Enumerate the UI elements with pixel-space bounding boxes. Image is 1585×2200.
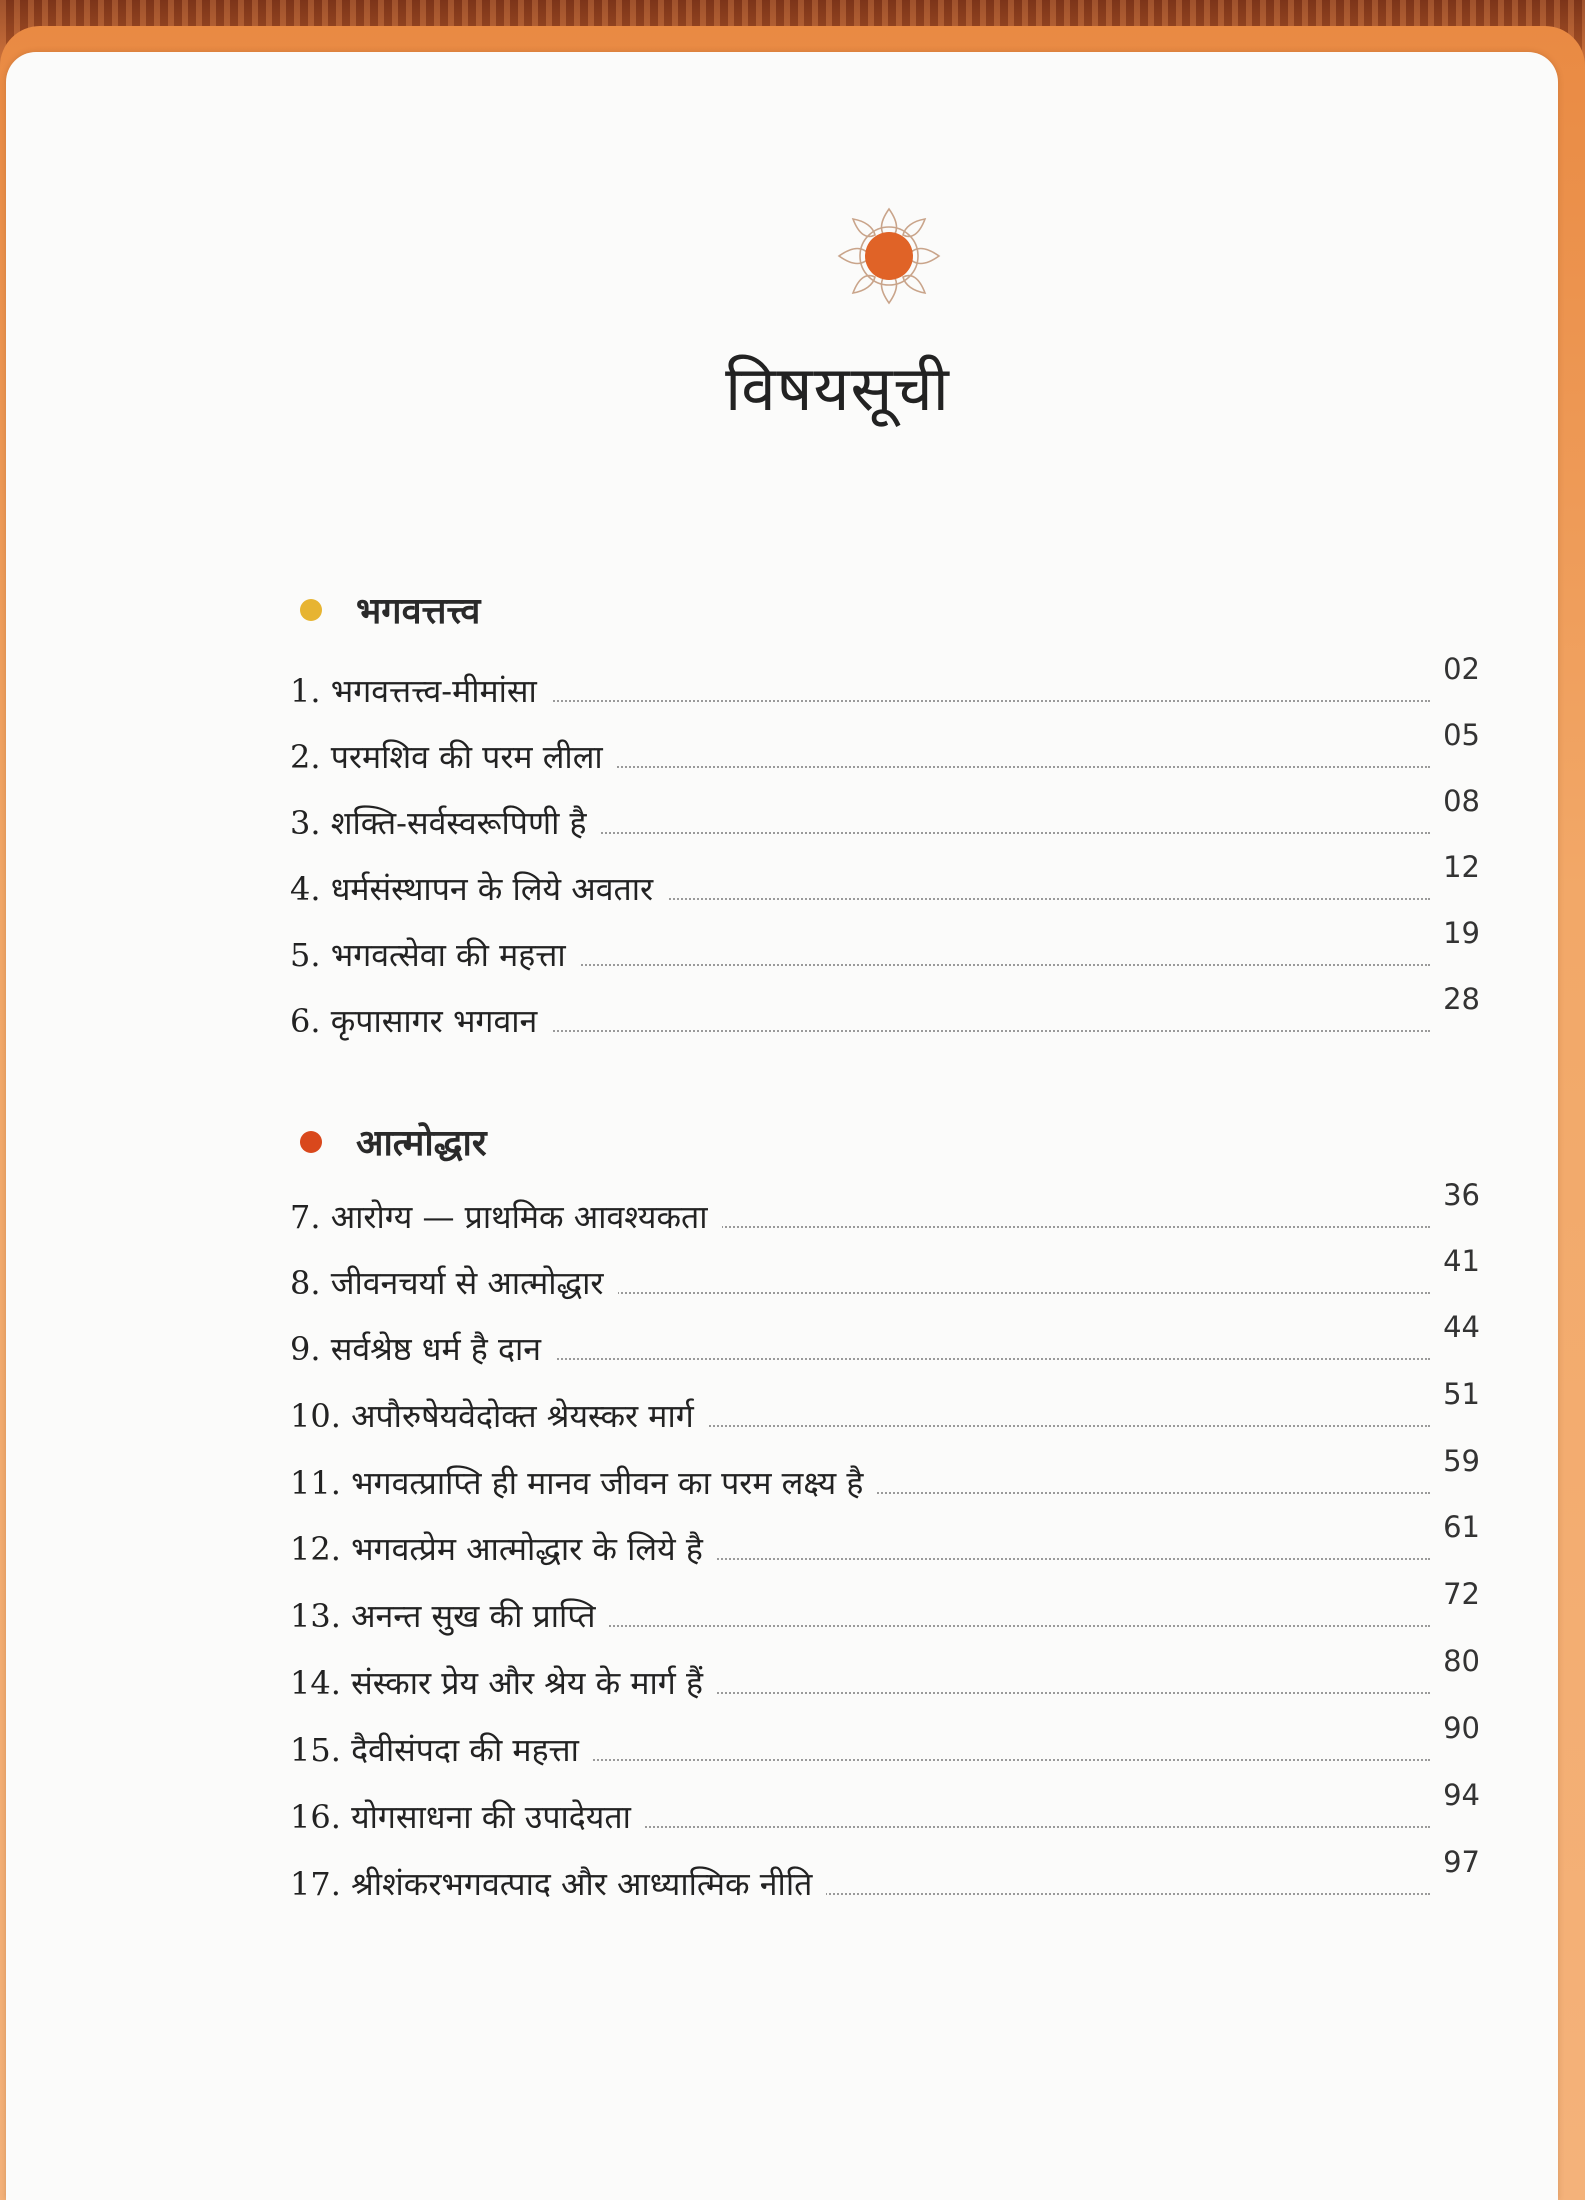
toc-entry-title: 6. कृपासागर भगवान xyxy=(290,999,551,1042)
toc-entry xyxy=(290,1510,1480,1578)
dot-leader xyxy=(530,700,1430,702)
toc-entry xyxy=(290,1444,1480,1512)
toc-page-number: 51 xyxy=(1443,1377,1480,1411)
toc-entry xyxy=(290,1845,1480,1913)
toc-entry-title: 5. भगवत्सेवा की महत्ता xyxy=(290,933,580,976)
lotus-sun-icon xyxy=(833,205,945,307)
toc-page-number: 02 xyxy=(1443,652,1480,686)
toc-page-number: 94 xyxy=(1443,1778,1480,1812)
toc-entry-title: 1. भगवत्तत्त्व-मीमांसा xyxy=(290,669,551,712)
toc-page-number: 12 xyxy=(1443,850,1480,884)
toc-page-number: 19 xyxy=(1443,916,1480,950)
dot-leader xyxy=(530,1625,1430,1627)
section-heading-label: भगवत्तत्त्व xyxy=(356,590,481,632)
toc-entry-title: 17. श्रीशंकरभगवत्पाद और आध्यात्मिक नीति xyxy=(290,1862,826,1905)
toc-entry xyxy=(290,1310,1480,1378)
section-heading-atmoddhar xyxy=(300,1117,487,1166)
bullet-icon xyxy=(300,1131,322,1153)
dot-leader xyxy=(530,766,1430,768)
toc-entry xyxy=(290,1778,1480,1846)
dot-leader xyxy=(530,1292,1430,1294)
toc-entry-title: 3. शक्ति-सर्वस्वरूपिणी है xyxy=(290,801,601,844)
section-heading-label: आत्मोद्धार xyxy=(356,1122,487,1164)
page-title: विषयसूची xyxy=(725,352,950,425)
toc-page-number: 97 xyxy=(1443,1845,1480,1879)
dot-leader xyxy=(530,1358,1430,1360)
toc-entry xyxy=(290,784,1480,852)
dot-leader xyxy=(530,964,1430,966)
toc-entry-title: 14. संस्कार प्रेय और श्रेय के मार्ग हैं xyxy=(290,1661,717,1704)
toc-entry xyxy=(290,1178,1480,1246)
toc-page-number: 80 xyxy=(1443,1644,1480,1678)
toc-entry-title: 11. भगवत्प्राप्ति ही मानव जीवन का परम लक्ष्य है xyxy=(290,1461,877,1504)
toc-entry-title: 9. सर्वश्रेष्ठ धर्म है दान xyxy=(290,1327,555,1370)
toc-page-number: 59 xyxy=(1443,1444,1480,1478)
toc-page-number: 72 xyxy=(1443,1577,1480,1611)
dot-leader xyxy=(530,1826,1430,1828)
toc-entry-title: 8. जीवनचर्या से आत्मोद्धार xyxy=(290,1261,618,1304)
toc-page-number: 36 xyxy=(1443,1178,1480,1212)
toc-entry-title: 2. परमशिव की परम लीला xyxy=(290,735,617,778)
toc-entry-title: 16. योगसाधना की उपादेयता xyxy=(290,1795,645,1838)
toc-entry-title: 15. दैवीसंपदा की महत्ता xyxy=(290,1728,593,1771)
toc-page-number: 44 xyxy=(1443,1310,1480,1344)
dot-leader xyxy=(530,832,1430,834)
bullet-icon xyxy=(300,599,322,621)
section-heading-bhagavattattva xyxy=(300,585,480,634)
toc-entry-title: 12. भगवत्प्रेम आत्मोद्धार के लिये है xyxy=(290,1527,717,1570)
toc-entry xyxy=(290,982,1480,1050)
toc-entry xyxy=(290,916,1480,984)
toc-entry xyxy=(290,1377,1480,1445)
toc-entry xyxy=(290,1577,1480,1645)
toc-entry xyxy=(290,850,1480,918)
toc-entry xyxy=(290,718,1480,786)
toc-page-number: 41 xyxy=(1443,1244,1480,1278)
dot-leader xyxy=(530,1030,1430,1032)
toc-page-number: 61 xyxy=(1443,1510,1480,1544)
dot-leader xyxy=(530,1759,1430,1761)
toc-entry xyxy=(290,1244,1480,1312)
toc-entry-title: 13. अनन्त सुख की प्राप्ति xyxy=(290,1594,609,1637)
toc-entry-title: 7. आरोग्य — प्राथमिक आवश्यकता xyxy=(290,1195,722,1238)
toc-entry-title: 4. धर्मसंस्थापन के लिये अवतार xyxy=(290,867,667,910)
toc-entry xyxy=(290,1711,1480,1779)
toc-page-number: 05 xyxy=(1443,718,1480,752)
toc-entry xyxy=(290,1644,1480,1712)
toc-page-number: 08 xyxy=(1443,784,1480,818)
toc-entry-title: 10. अपौरुषेयवेदोक्त श्रेयस्कर मार्ग xyxy=(290,1394,708,1437)
toc-page-number: 28 xyxy=(1443,982,1480,1016)
toc-entry xyxy=(290,652,1480,720)
toc-page-number: 90 xyxy=(1443,1711,1480,1745)
